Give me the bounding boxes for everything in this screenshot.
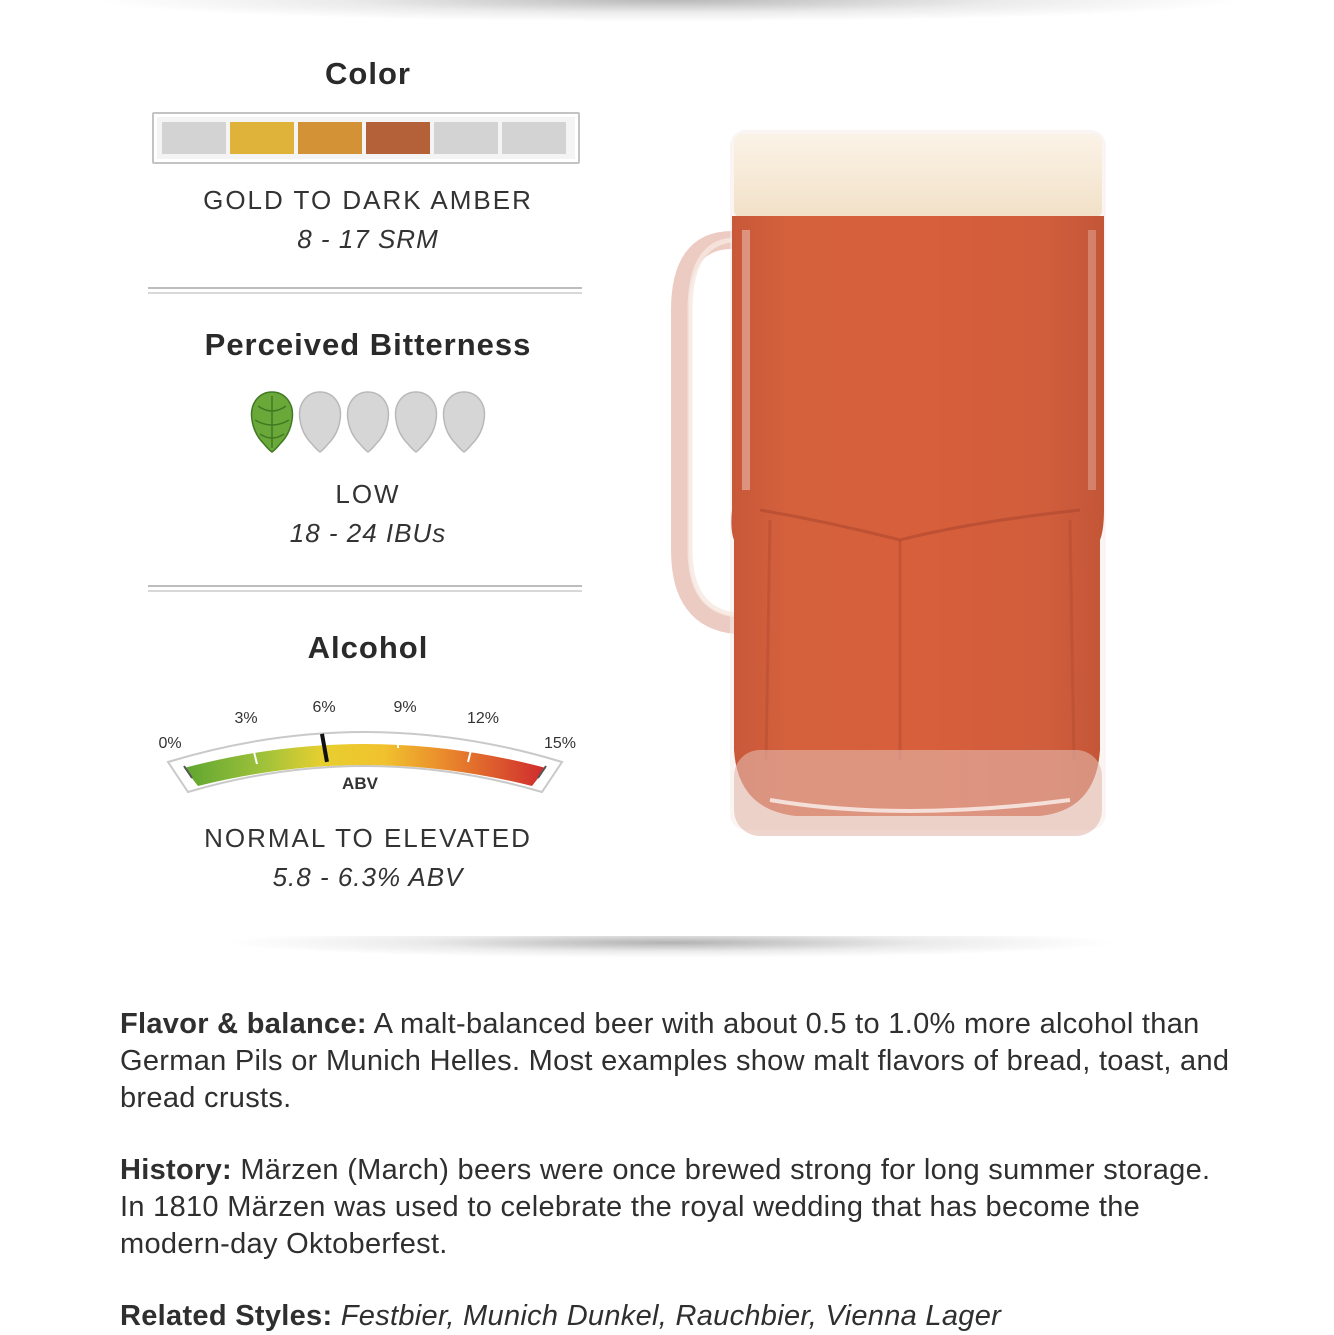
section-divider xyxy=(148,287,582,294)
color-swatch-6 xyxy=(502,122,566,154)
top-shadow xyxy=(90,0,1250,22)
alcohol-description: NORMAL TO ELEVATED xyxy=(204,823,532,853)
color-description: GOLD TO DARK AMBER xyxy=(203,185,533,215)
gauge-tick-label: 6% xyxy=(312,699,336,716)
history-label: History: xyxy=(120,1154,232,1186)
flavor-body: A malt-balanced beer with about 0.5 to 1.0% more alcohol than German Pils or Munich Helles. Most examples show malt flavors of bread, toast, and bread crusts. xyxy=(120,1008,1230,1114)
section-divider xyxy=(148,585,582,592)
hop-rating xyxy=(248,390,493,454)
color-swatch-4 xyxy=(366,122,430,154)
color-range: 8 - 17 SRM xyxy=(297,224,439,254)
hop-icon-empty xyxy=(300,392,341,452)
history-body: Märzen (March) beers were once brewed strong for long summer storage. In 1810 Märzen was used to celebrate the royal wedding that has become the modern-day Oktoberfest. xyxy=(120,1154,1211,1260)
bitterness-description: LOW xyxy=(335,479,401,509)
hop-icon-empty xyxy=(348,392,389,452)
hop-icon-empty xyxy=(444,392,485,452)
flavor-label: Flavor & balance: xyxy=(120,1008,367,1040)
bitterness-heading: Perceived Bitterness xyxy=(204,327,532,362)
hop-icon-filled xyxy=(252,392,293,452)
gauge-tick-label: 12% xyxy=(466,710,500,727)
color-swatch-1 xyxy=(162,122,226,154)
gauge-tick-label: 15% xyxy=(543,735,577,752)
color-swatch-2 xyxy=(230,122,294,154)
hop-icon-empty xyxy=(396,392,437,452)
alcohol-range: 5.8 - 6.3% ABV xyxy=(272,862,464,892)
gauge-tick-label: 9% xyxy=(393,699,417,716)
flavor-paragraph xyxy=(120,1006,1240,1117)
related-body: Festbier, Munich Dunkel, Rauchbier, Vienna Lager xyxy=(340,1300,1002,1332)
related-label: Related Styles: xyxy=(120,1300,333,1332)
history-paragraph xyxy=(120,1152,1240,1263)
section-shadow xyxy=(220,936,1120,958)
gauge-label: ABV xyxy=(342,774,378,793)
related-paragraph xyxy=(120,1298,1240,1335)
color-heading: Color xyxy=(325,56,411,91)
color-swatch-3 xyxy=(298,122,362,154)
color-swatch-5 xyxy=(434,122,498,154)
beer-mug-image xyxy=(660,110,1130,850)
abv-gauge xyxy=(140,690,590,810)
color-scale xyxy=(152,112,580,164)
alcohol-heading: Alcohol xyxy=(307,630,429,665)
gauge-tick-label: 0% xyxy=(158,735,182,752)
gauge-tick-label: 3% xyxy=(234,710,258,727)
bitterness-range: 18 - 24 IBUs xyxy=(289,518,447,548)
